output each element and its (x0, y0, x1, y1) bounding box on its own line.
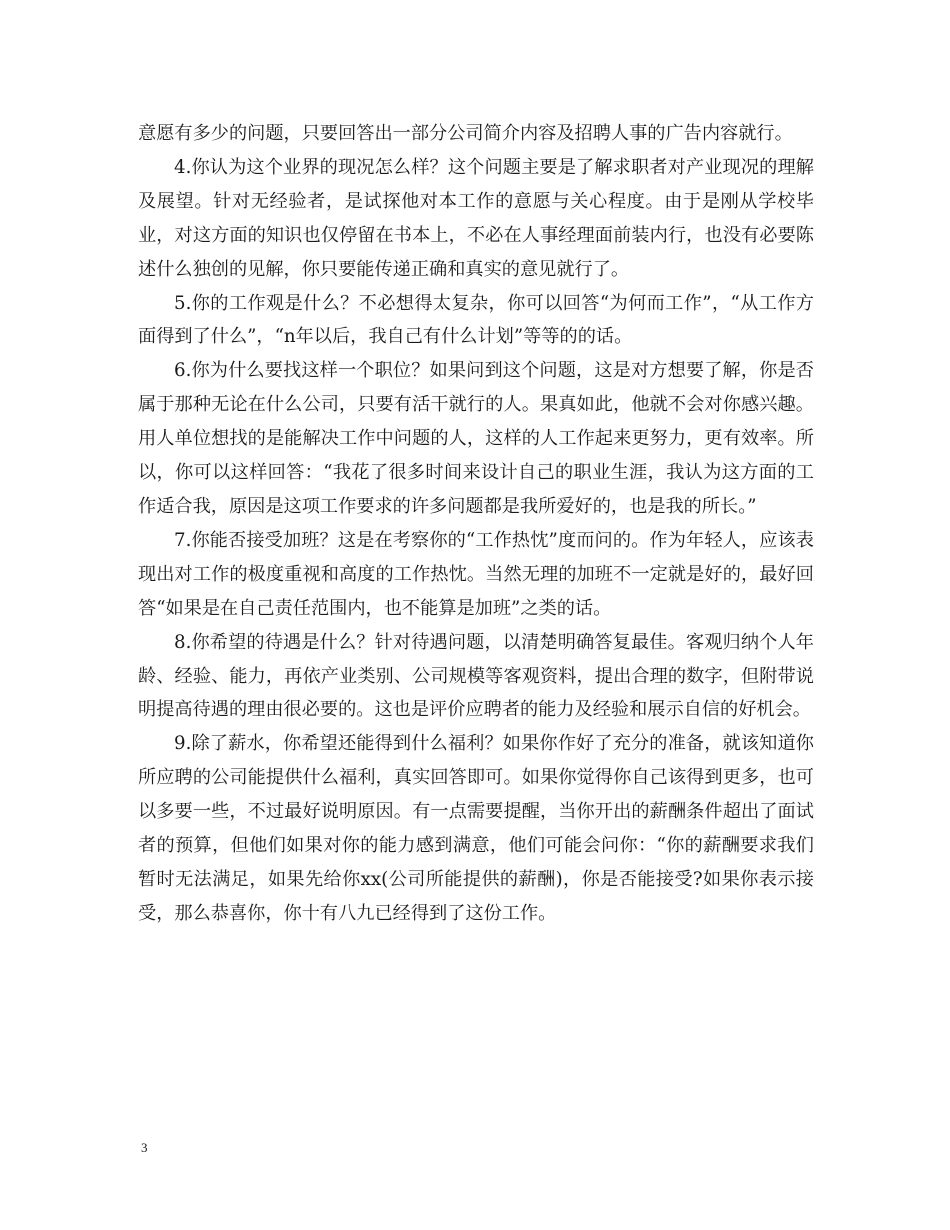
document-body (138, 117, 814, 931)
paragraph-question-4: 4.你认为这个业界的现况怎么样？这个问题主要是了解求职者对产业现况的理解及展望。针对无经验者，是试探他对本工作的意愿与关心程度。由于是刚从学校毕业，对这方面的知识也仅停留在书本上，不必在人事经理面前装内行，也没有必要陈述什么独创的见解，你只要能传递正确和真实的意见就行了。 (138, 156, 814, 280)
paragraph-question-5: 5.你的工作观是什么？不必想得太复杂，你可以回答“为何而工作”，“从工作方面得到了什么”，“n年以后，我自己有什么计划”等等的的话。 (138, 292, 814, 348)
paragraph-question-7: 7.你能否接受加班？这是在考察你的“工作热忱”度而问的。作为年轻人，应该表现出对工作的极度重视和高度的工作热忱。当然无理的加班不一定就是好的，最好回答“如果是在自己责任范围内，也不能算是加班”之类的话。 (138, 529, 814, 619)
paragraph-continuation: 意愿有多少的问题，只要回答出一部分公司简介内容及招聘人事的广告内容就行。 (138, 123, 793, 144)
paragraph-question-6: 6.你为什么要找这样一个职位？如果问到这个问题，这是对方想要了解，你是否属于那种无论在什么公司，只要有活干就行的人。果真如此，他就不会对你感兴趣。用人单位想找的是能解决工作中问题的人，这样的人工作起来更努力，更有效率。所以，你可以这样回答：“我花了很多时间来设计自己的职业生涯，我认为这方面的工作适合我，原因是这项工作要求的许多问题都是我所爱好的，也是我的所长。” (138, 360, 814, 517)
paragraph-question-8: 8.你希望的待遇是什么？针对待遇问题，以清楚明确答复最佳。客观归纳个人年龄、经验、能力，再依产业类别、公司规模等客观资料，提出合理的数字，但附带说明提高待遇的理由很必要的。这也是评价应聘者的能力及经验和展示自信的好机会。 (138, 631, 814, 721)
paragraph-question-9: 9.除了薪水，你希望还能得到什么福利？如果你作好了充分的准备，就该知道你所应聘的公司能提供什么福利，真实回答即可。如果你觉得你自己该得到更多，也可以多要一些，不过最好说明原因。有一点需要提醒，当你开出的薪酬条件超出了面试者的预算，但他们如果对你的能力感到满意，他们可能会问你：“你的薪酬要求我们暂时无法满足，如果先给你xx(公司所能提供的薪酬)，你是否能接受?如果你表示接受，那么恭喜你，你十有八九已经得到了这份工作。 (138, 733, 814, 924)
page-number: 3 (141, 1140, 148, 1155)
